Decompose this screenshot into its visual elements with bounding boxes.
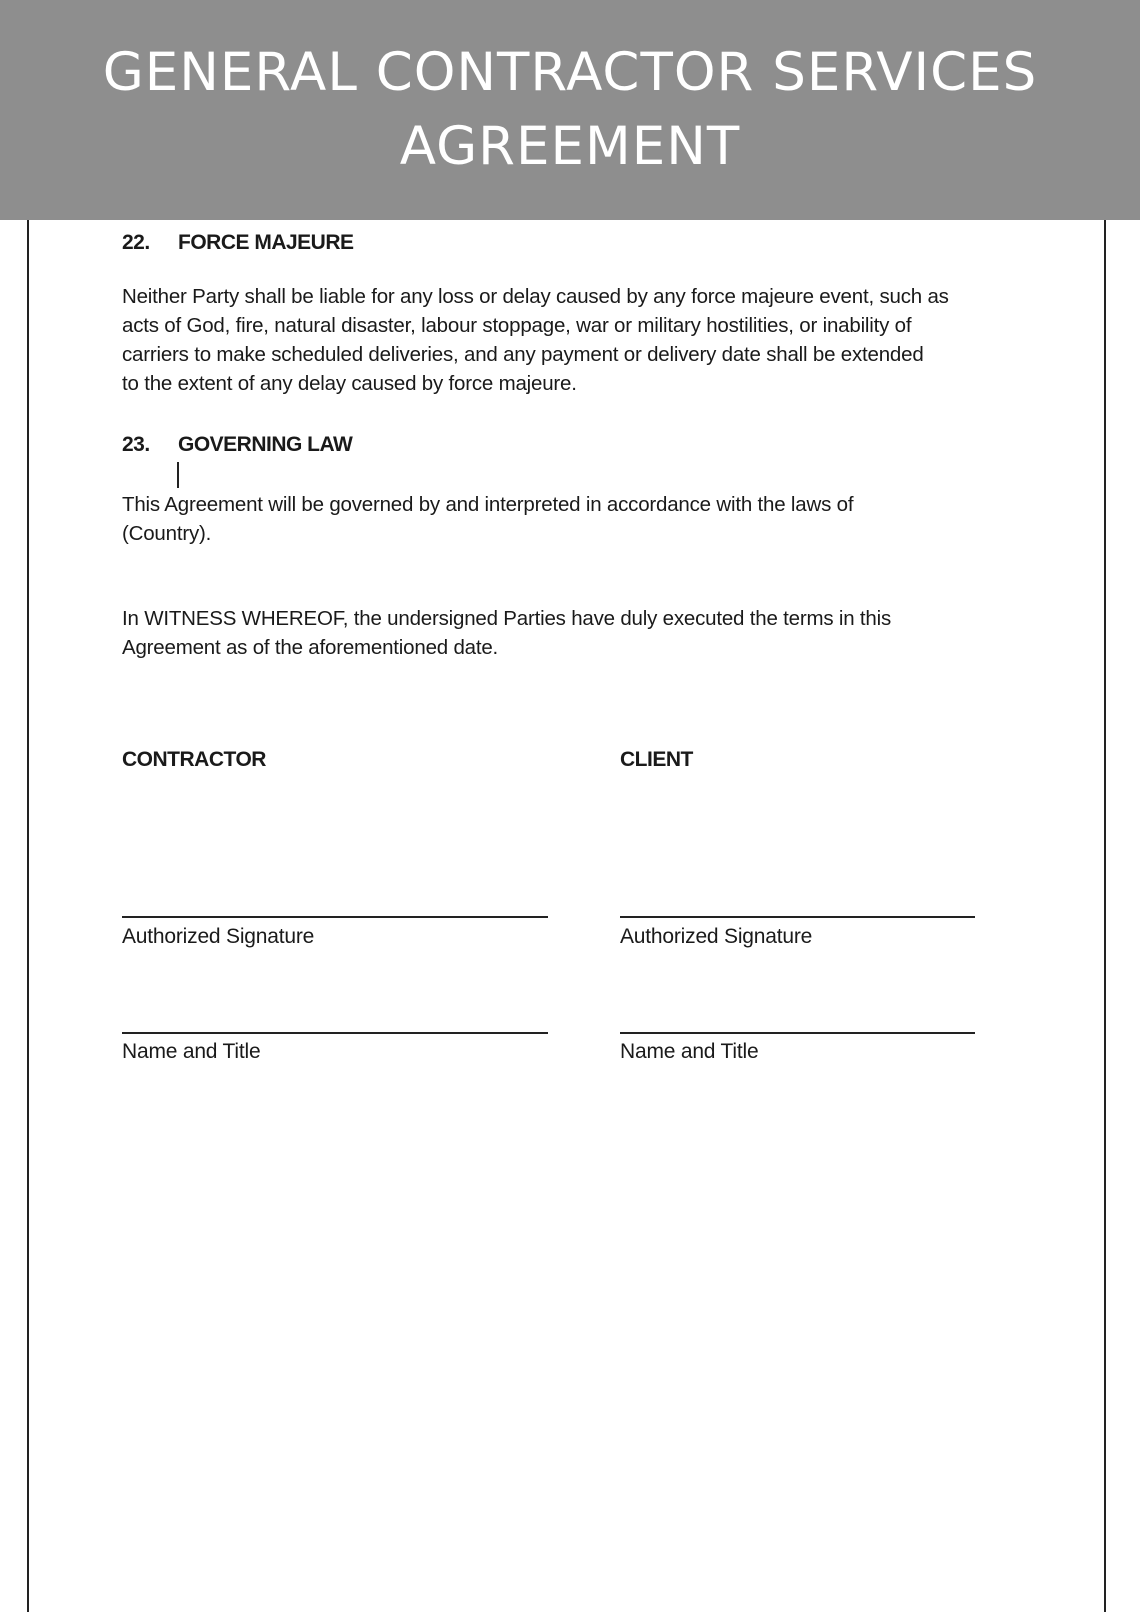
client-signature-line: [620, 916, 975, 918]
client-name-label: Name and Title: [620, 1040, 759, 1063]
section-heading: [122, 228, 1022, 258]
body-line: Agreement as of the aforementioned date.: [122, 636, 499, 659]
body-line: to the extent of any delay caused by force majeure.: [122, 372, 577, 395]
section-title: FORCE MAJEURE: [178, 231, 354, 254]
contractor-signature-line: [122, 916, 548, 918]
client-signature-label: Authorized Signature: [620, 925, 813, 948]
body-line: (Country).: [122, 522, 212, 545]
banner-title-line-2: AGREEMENT: [399, 116, 741, 177]
contractor-signature-label: Authorized Signature: [122, 925, 315, 948]
section-number: 23.: [122, 433, 150, 456]
section-governing-law: [122, 430, 1022, 460]
body-line: carriers to make scheduled deliveries, and any payment or delivery date shall be extended: [122, 343, 924, 366]
section-title: GOVERNING LAW: [178, 433, 353, 456]
client-name-line: [620, 1032, 975, 1034]
page-border-right: [1104, 200, 1106, 1612]
section-force-majeure: [122, 228, 1022, 398]
contractor-name-label: Name and Title: [122, 1040, 261, 1063]
body-line: Neither Party shall be liable for any loss or delay caused by any force majeure event, such as: [122, 285, 949, 308]
page-border-left: [27, 200, 29, 1612]
body-line: This Agreement will be governed by and interpreted in accordance with the laws of: [122, 493, 854, 516]
witness-clause: [122, 604, 1022, 662]
section-body: [122, 490, 1022, 548]
client-heading: CLIENT: [620, 748, 693, 771]
section-number: 22.: [122, 231, 150, 254]
text-cursor: [177, 462, 179, 488]
section-heading: [122, 430, 1022, 460]
section-body: [122, 282, 1022, 398]
body-line: In WITNESS WHEREOF, the undersigned Parties have duly executed the terms in this: [122, 607, 892, 630]
contractor-name-line: [122, 1032, 548, 1034]
title-banner: [0, 0, 1140, 220]
body-line: acts of God, fire, natural disaster, labour stoppage, war or military hostilities, or inability of: [122, 314, 912, 337]
contractor-heading: CONTRACTOR: [122, 748, 266, 771]
banner-title-line-1: GENERAL CONTRACTOR SERVICES: [102, 42, 1038, 103]
